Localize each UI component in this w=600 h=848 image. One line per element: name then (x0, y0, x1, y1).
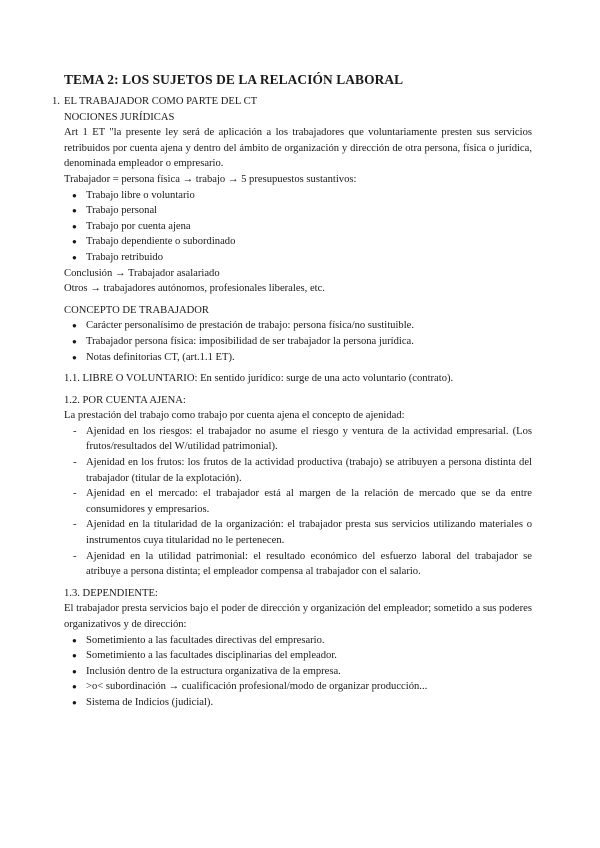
list-item: ● Sometimiento a las facultades directivas del empresario. (64, 633, 532, 649)
list-item: ● Carácter personalísimo de prestación de trabajo: persona física/no sustituible. (64, 318, 532, 334)
list-item: - Ajenidad en el mercado: el trabajador está al margen de la relación de mercado que se da entre consumidores y empresarios. (64, 486, 532, 517)
subheading: NOCIONES JURÍDICAS (64, 111, 175, 123)
page-title: TEMA 2: LOS SUJETOS DE LA RELACIÓN LABORAL (64, 72, 404, 87)
section-1-3-intro: El trabajador presta servicios bajo el poder de dirección y organización del empleador; sometido a sus poderes organizativos y de dirección: (64, 603, 532, 630)
section-1-2-intro: La prestación del trabajo como trabajo por cuenta ajena el concepto de ajenidad: (64, 410, 405, 422)
list-item: ● Sistema de Indicios (judicial). (64, 695, 532, 711)
section-1-heading (52, 94, 532, 110)
concept-list (64, 318, 532, 365)
definition-line: Trabajador = persona física → trabajo → 5 presupuestos sustantivos: (64, 173, 357, 185)
document-page (52, 72, 532, 711)
list-item: ● Sometimiento a las facultades disciplinarias del empleador. (64, 648, 532, 664)
list-item: - Ajenidad en la utilidad patrimonial: el resultado económico del esfuerzo laboral del trabajador se atribuye a persona distinta; el empleador compensa al trabajador con el salario. (64, 549, 532, 580)
concept-heading: CONCEPTO DE TRABAJADOR (64, 304, 209, 316)
list-item: - Ajenidad en los frutos: los frutos de la actividad productiva (trabajo) se atribuyen a persona distinta del trabajador (titular de la explotación). (64, 455, 532, 486)
section-1-1: 1.1. LIBRE O VOLUNTARIO: En sentido jurídico: surge de una acto voluntario (contrato). (64, 373, 454, 385)
section-1-2-heading: 1.2. POR CUENTA AJENA: (64, 394, 186, 406)
list-item: ● Trabajo libre o voluntario (64, 188, 532, 204)
ajenidad-list (64, 424, 532, 580)
section-number: 1. (52, 96, 60, 107)
list-item: ● Trabajo dependiente o subordinado (64, 234, 532, 250)
dependence-list (64, 633, 532, 711)
list-item: ● >o< subordinación → cualificación profesional/modo de organizar producción... (64, 679, 532, 695)
conclusion-line: Conclusión → Trabajador asalariado (64, 267, 220, 279)
article-quote: Art 1 ET "la presente ley será de aplicación a los trabajadores que voluntariamente presten sus servicios retribuidos por cuenta ajena y dentro del ámbito de organización y dirección de otra persona, física o jurídica, denominada empleador o empresario. (64, 127, 532, 170)
list-item: - Ajenidad en los riesgos: el trabajador no asume el riesgo y ventura de la actividad empresarial. (Los frutos/resultados del W/utilidad patrimonial). (64, 424, 532, 455)
list-item: ● Inclusión dentro de la estructura organizativa de la empresa. (64, 664, 532, 680)
requirements-list (64, 188, 532, 266)
list-item: ● Trabajador persona física: imposibilidad de ser trabajador la persona jurídica. (64, 334, 532, 350)
list-item: ● Notas definitorias CT, (art.1.1 ET). (64, 350, 532, 366)
list-item: ● Trabajo personal (64, 203, 532, 219)
section-title: EL TRABAJADOR COMO PARTE DEL CT (64, 96, 258, 107)
list-item: - Ajenidad en la titularidad de la organización: el trabajador presta sus servicios utilizando materiales o instrumentos cuya titularidad no le pertenecen. (64, 517, 532, 548)
list-item: ● Trabajo retribuido (64, 250, 532, 266)
others-line: Otros → trabajadores autónomos, profesionales liberales, etc. (64, 283, 325, 295)
section-1-3-heading: 1.3. DEPENDIENTE: (64, 587, 158, 599)
list-item: ● Trabajo por cuenta ajena (64, 219, 532, 235)
